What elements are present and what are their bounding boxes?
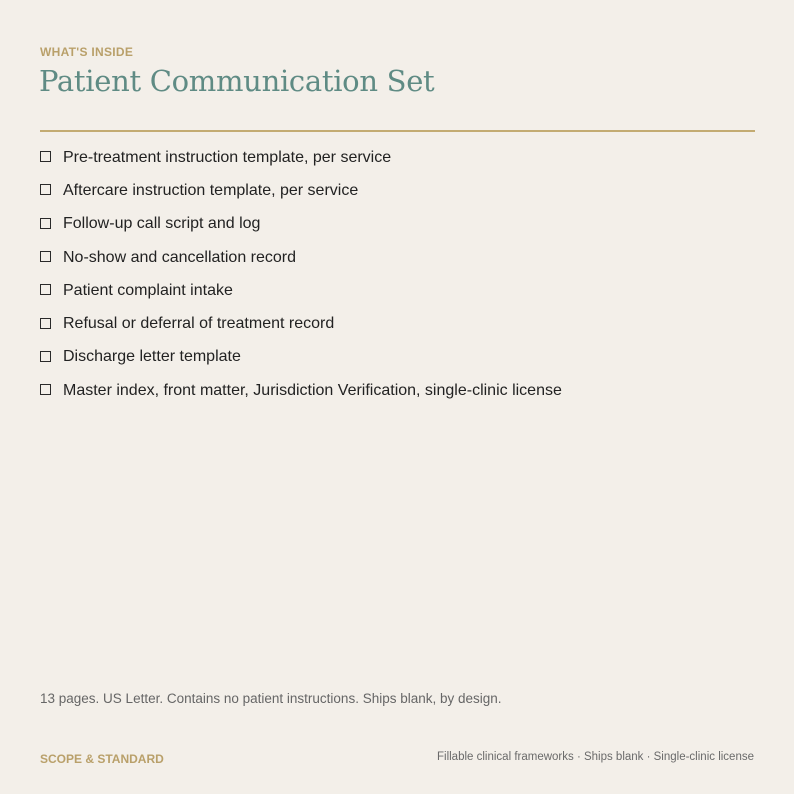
checklist-item-label: Patient complaint intake: [63, 281, 233, 299]
checklist-item[interactable]: [40, 210, 755, 243]
checklist-item-label: Aftercare instruction template, per service: [63, 181, 359, 199]
page-title: Patient Communication Set: [39, 64, 435, 98]
title-divider: [40, 130, 755, 132]
checklist-item[interactable]: [40, 143, 755, 176]
checkbox[interactable]: [40, 384, 51, 395]
footer-brand: SCOPE & STANDARD: [40, 752, 164, 766]
section-eyebrow: WHAT'S INSIDE: [40, 45, 134, 59]
checklist-item[interactable]: [40, 309, 755, 342]
checkbox[interactable]: [40, 184, 51, 195]
checklist-item-label: Follow-up call script and log: [63, 215, 261, 233]
product-note: 13 pages. US Letter. Contains no patient instructions. Ships blank, by design.: [40, 691, 502, 706]
checkbox[interactable]: [40, 318, 51, 329]
contents-checklist: [40, 143, 755, 409]
checklist-item-label: No-show and cancellation record: [63, 248, 297, 266]
checkbox[interactable]: [40, 351, 51, 362]
checklist-item-label: Master index, front matter, Jurisdiction Verification, single-clinic license: [63, 381, 562, 399]
checklist-item[interactable]: [40, 276, 755, 309]
checkbox[interactable]: [40, 218, 51, 229]
checklist-item-label: Refusal or deferral of treatment record: [63, 315, 335, 333]
checklist-item[interactable]: [40, 376, 755, 409]
checklist-item[interactable]: [40, 243, 755, 276]
checkbox[interactable]: [40, 151, 51, 162]
checklist-item-label: Pre-treatment instruction template, per service: [63, 148, 392, 166]
checkbox[interactable]: [40, 284, 51, 295]
footer-tagline: Fillable clinical frameworks · Ships blank · Single-clinic license: [436, 751, 754, 763]
checkbox[interactable]: [40, 251, 51, 262]
checklist-item[interactable]: [40, 343, 755, 376]
checklist-item-label: Discharge letter template: [63, 348, 241, 366]
checklist-item[interactable]: [40, 176, 755, 209]
